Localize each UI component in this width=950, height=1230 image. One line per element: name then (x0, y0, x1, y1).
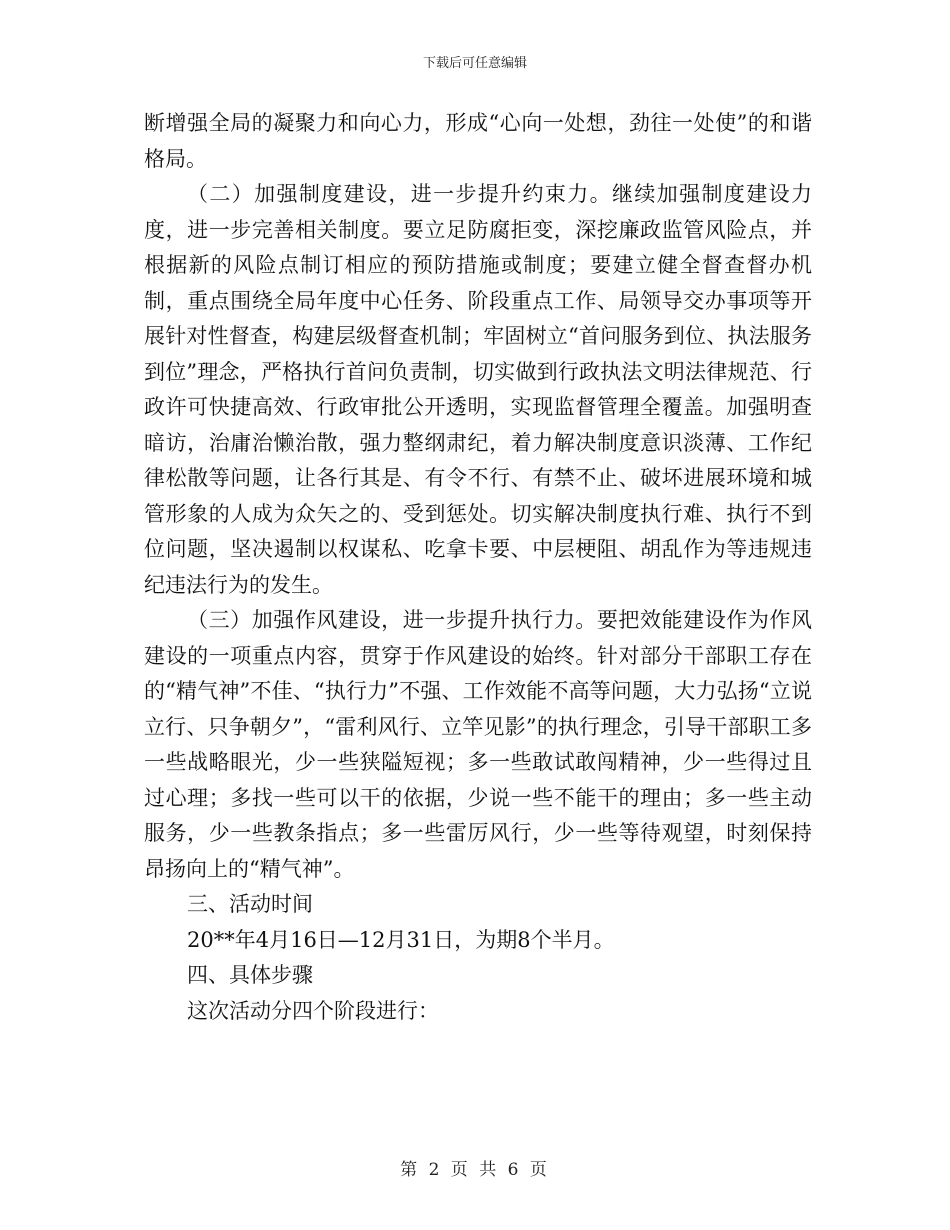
heading-specific-steps: 四、具体步骤 (187, 963, 313, 987)
page-header: 下载后可任意编辑 (422, 56, 527, 71)
steps-intro-text: 这次活动分四个阶段进行： (187, 998, 439, 1023)
heading-activity-time: 三、活动时间 (187, 892, 313, 916)
page-footer: 第 2 页 共 6 页 (400, 1160, 550, 1180)
paragraph-continuation: 断增强全局的凝聚力和向心力，形成“心向一处想，劲往一处使”的和谐格局。 (144, 111, 812, 171)
activity-time-text: 20**年4月16日—12月31日，为期8个半月。 (187, 927, 615, 952)
paragraph-work-style-building: （三）加强作风建设，进一步提升执行力。要把效能建设作为作风建设的一项重点内容，贯穿于作风建设的始终。针对部分干部职工存在的“精气神”不佳、“执行力”不强、工作效能不高等问题，大力弘扬“立说立行、只争朝夕”，“雷利风行、立竿见影”的执行理念，引导干部职工多一些战略眼光，少一些狭隘短视；多一些敢试敢闯精神，少一些得过且过心理；多找一些可以干的依据，少说一些不能干的理由；多一些主动服务，少一些教条指点；多一些雷厉风行，少一些等待观望，时刻保持昂扬向上的“精气神”。 (144, 608, 812, 881)
paragraph-institution-building: （二）加强制度建设，进一步提升约束力。继续加强制度建设力度，进一步完善相关制度。要立足防腐拒变，深挖廉政监管风险点，并根据新的风险点制订相应的预防措施或制度；要建立健全督查督办机制，重点围绕全局年度中心任务、阶段重点工作、局领导交办事项等开展针对性督查，构建层级督查机制；牢固树立“首问服务到位、执法服务到位”理念，严格执行首问负责制，切实做到行政执法文明法律规范、行政许可快捷高效、行政审批公开透明，实现监督管理全覆盖。加强明查暗访，治庸治懒治散，强力整纲肃纪，着力解决制度意识淡薄、工作纪律松散等问题，让各行其是、有令不行、有禁不止、破坏进展环境和城管形象的人成为众矢之的、受到惩处。切实解决制度执行难、执行不到位问题，坚决遏制以权谋私、吃拿卡要、中层梗阻、胡乱作为等违规违纪违法行为的发生。 (144, 182, 812, 597)
document-body (144, 106, 812, 1029)
